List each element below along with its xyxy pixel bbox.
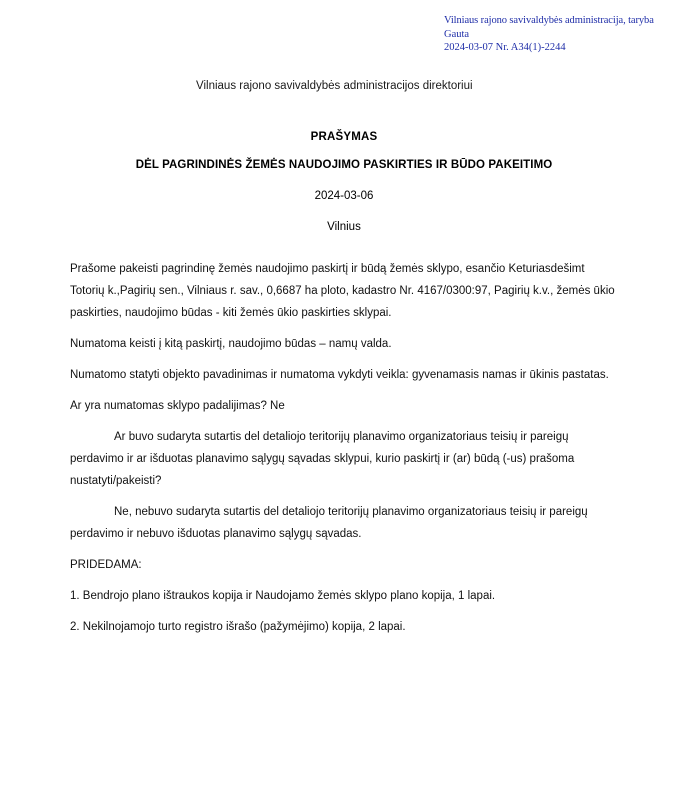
attachment-item: 1. Bendrojo plano ištraukos kopija ir Naudojamo žemės sklypo plano kopija, 1 lapai. xyxy=(70,590,496,602)
document-place: Vilnius xyxy=(327,221,361,233)
body-paragraph-3: Numatomo statyti objekto pavadinimas ir numatoma vykdyti veikla: gyvenamasis namas ir ūkinis pastatas. xyxy=(70,369,609,381)
body-paragraph-4: Ar yra numatomas sklypo padalijimas? Ne xyxy=(70,400,285,412)
document-body xyxy=(70,258,618,647)
addressee-line: Vilniaus rajono savivaldybės administracijos direktoriui xyxy=(196,80,473,92)
title-block xyxy=(0,131,688,233)
body-paragraph-2: Numatoma keisti į kitą paskirtį, naudojimo būdas – namų valda. xyxy=(70,338,392,350)
document-subtitle: DĖL PAGRINDINĖS ŽEMĖS NAUDOJIMO PASKIRTIES IR BŪDO PAKEITIMO xyxy=(135,159,553,171)
body-paragraph-6: Ne, nebuvo sudaryta sutartis del detaliojo teritorijų planavimo organizatoriaus teisių ir pareigų perdavimo ir nebuvo išduotas planavimo sąlygų sąvadas. xyxy=(70,506,588,540)
attachment-item: 2. Nekilnojamojo turto registro išrašo (pažymėjimo) kopija, 2 lapai. xyxy=(70,621,406,633)
stamp-date-number: 2024-03-07 Nr. A34(1)-2244 xyxy=(444,42,566,53)
body-paragraph-1: Prašome pakeisti pagrindinę žemės naudojimo paskirtį ir būdą žemės sklypo, esančio Keturiasdešimt Totorių k.,Pagirių sen., Vilniaus r. sav., 0,6687 ha ploto, kadastro Nr. 4167/0300:97, Pagirių k.v., žemės ūkio paskirties, naudojimo būdas - kiti žemės ūkio paskirties sklypai. xyxy=(70,263,615,319)
stamp-authority: Vilniaus rajono savivaldybės administracija, taryba xyxy=(444,15,654,26)
registration-stamp xyxy=(444,14,682,55)
document-date: 2024-03-06 xyxy=(314,190,374,202)
body-paragraph-5: Ar buvo sudaryta sutartis del detaliojo teritorijų planavimo organizatoriaus teisių ir pareigų perdavimo ir ar išduotas planavimo sąlygų sąvadas sklypui, kurio paskirtį ir (ar) būdą (-us) prašoma nustatyti/pakeisti? xyxy=(70,431,575,487)
document-title: PRAŠYMAS xyxy=(310,131,378,143)
attachments-heading: PRIDEDAMA: xyxy=(70,559,142,571)
stamp-received-label: Gauta xyxy=(444,28,470,40)
